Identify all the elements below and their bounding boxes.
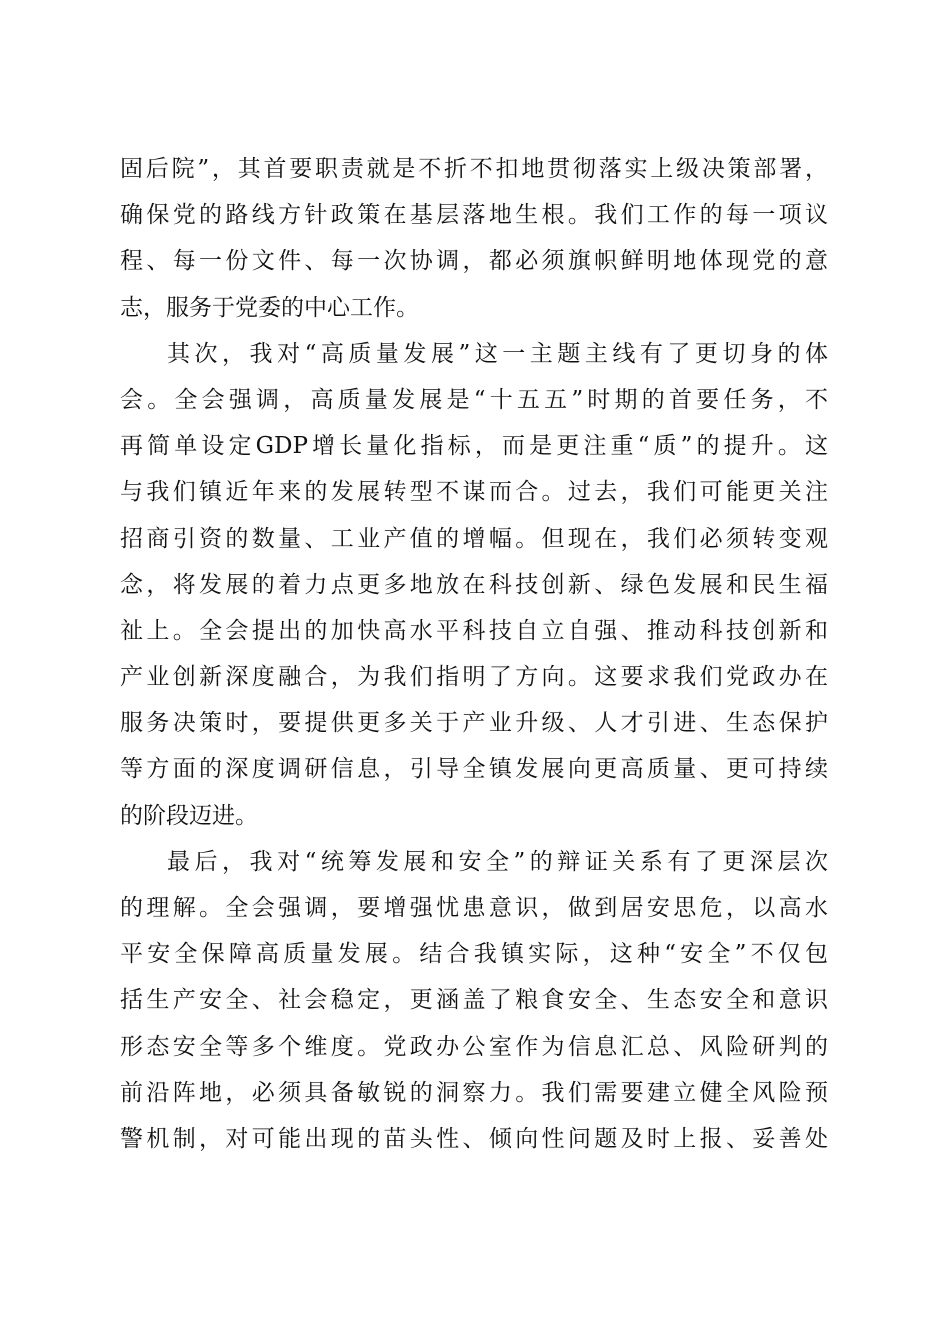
text-line: 服务决策时，要提供更多关于产业升级、人才引进、生态保护 xyxy=(120,710,828,737)
paragraph-start-line: 最后，我对“统筹发展和安全”的辩证关系有了更深层次 xyxy=(167,848,828,875)
text-line: 祉上。全会提出的加快高水平科技自立自强、推动科技创新和 xyxy=(120,617,828,644)
text-line: 会。全会强调，高质量发展是“十五五”时期的首要任务，不 xyxy=(120,386,828,413)
document-body xyxy=(120,146,828,1162)
text-line: 前沿阵地，必须具备敏锐的洞察力。我们需要建立健全风险预 xyxy=(120,1079,828,1106)
text-line: 产业创新深度融合，为我们指明了方向。这要求我们党政办在 xyxy=(120,664,828,691)
text-line: 形态安全等多个维度。党政办公室作为信息汇总、风险研判的 xyxy=(120,1033,828,1060)
text-line: 警机制，对可能出现的苗头性、倾向性问题及时上报、妥善处 xyxy=(120,1125,828,1152)
text-line: 确保党的路线方针政策在基层落地生根。我们工作的每一项议 xyxy=(120,202,828,229)
text-line: 括生产安全、社会稳定，更涵盖了粮食安全、生态安全和意识 xyxy=(120,987,828,1014)
text-line: 平安全保障高质量发展。结合我镇实际，这种“安全”不仅包 xyxy=(120,941,828,968)
text-line: 固后院”，其首要职责就是不折不扣地贯彻落实上级决策部署， xyxy=(120,156,828,182)
text-line: 与我们镇近年来的发展转型不谋而合。过去，我们可能更关注 xyxy=(120,479,828,506)
text-line: 志，服务于党委的中心工作。 xyxy=(120,294,419,321)
text-line: 的阶段迈进。 xyxy=(120,802,258,829)
text-line: 招商引资的数量、工业产值的增幅。但现在，我们必须转变观 xyxy=(120,525,828,552)
text-line: 念，将发展的着力点更多地放在科技创新、绿色发展和民生福 xyxy=(120,571,828,598)
text-line: 的理解。全会强调，要增强忧患意识，做到居安思危，以高水 xyxy=(120,895,828,921)
paragraph-start-line: 其次，我对“高质量发展”这一主题主线有了更切身的体 xyxy=(167,340,828,367)
text-line: 程、每一份文件、每一次协调，都必须旗帜鲜明地体现党的意 xyxy=(120,248,828,275)
text-line: 等方面的深度调研信息，引导全镇发展向更高质量、更可持续 xyxy=(120,756,828,783)
text-line: 再简单设定GDP增长量化指标，而是更注重“质”的提升。这 xyxy=(120,433,828,460)
